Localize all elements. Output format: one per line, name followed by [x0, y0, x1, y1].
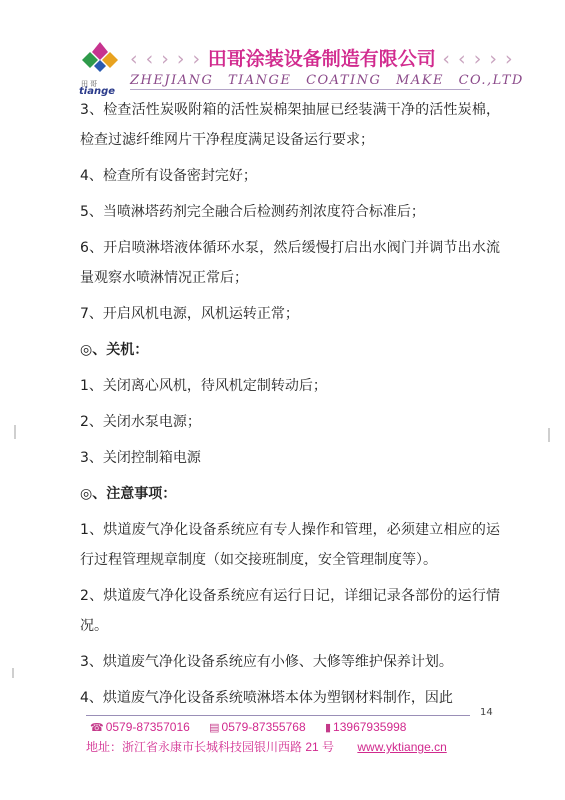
paragraph-stop-control-box: 3、关闭控制箱电源: [80, 450, 201, 466]
paragraph-start-fan: 7、开启风机电源，风机运转正常；: [80, 306, 299, 322]
paragraph-note-4: 4、烘道废气净化设备系统喷淋塔本体为塑钢材料制作，因此: [80, 690, 453, 706]
page-number: 14: [480, 707, 493, 718]
footer-phone-3: ▮ 13967935998: [324, 720, 407, 734]
scan-mark: [14, 425, 16, 439]
logo-english-text: tiange: [79, 86, 116, 97]
footer-address: 地址：浙江省永康市长城科技园银川西路 21 号: [86, 740, 335, 754]
telephone-icon: ☎: [90, 722, 104, 734]
footer-address-line: [86, 738, 447, 755]
decorative-arrows-right: ‹ ‹ › › ›: [442, 48, 514, 70]
paragraph-check-reagent: 5、当喷淋塔药剂完全融合后检测药剂浓度符合标准后；: [80, 204, 425, 220]
section-heading-shutdown: ◎、关机：: [80, 342, 149, 358]
paragraph-stop-fan: 1、关闭离心风机，待风机定制转动后；: [80, 378, 327, 394]
footer-phone-1: ☎ 0579-87357016: [90, 720, 190, 734]
fax-icon: ▤: [209, 722, 220, 734]
scan-mark: [12, 668, 14, 678]
company-name-text: 田哥涂装设备制造有限公司: [207, 48, 436, 70]
paragraph-start-pump: 6、开启喷淋塔液体循环水泵，然后缓慢打启出水阀门并调节出水流量观察水喷淋情况正常后；: [80, 240, 500, 286]
company-name-english: ZHEJIANG TIANGE COATING MAKE CO.,LTD: [130, 73, 524, 88]
section-heading-notes: ◎、注意事项：: [80, 486, 177, 502]
footer-phone-2: ▤ 0579-87355768: [209, 720, 306, 734]
paragraph-stop-pump: 2、关闭水泵电源；: [80, 414, 201, 430]
body-content: [80, 95, 500, 713]
scan-mark: [548, 428, 550, 442]
company-name-chinese: [130, 44, 514, 71]
logo-chinese-text: 田哥: [81, 80, 99, 88]
footer-divider: [86, 715, 470, 716]
paragraph-check-seal: 4、检查所有设备密封完好；: [80, 168, 257, 184]
footer-website-link[interactable]: www.yktiange.cn: [357, 740, 447, 754]
mobile-phone-icon: ▮: [324, 722, 332, 734]
paragraph-note-2: 2、烘道废气净化设备系统应有运行日记，详细记录各部份的运行情况。: [80, 588, 500, 634]
paragraph-note-1: 1、烘道废气净化设备系统应有专人操作和管理，必须建立相应的运行过程管理规章制度（如交接班制度，安全管理制度等）。: [80, 522, 500, 568]
paragraph-note-3: 3、烘道废气净化设备系统应有小修、大修等维护保养计划。: [80, 654, 453, 670]
header-divider: [130, 89, 470, 90]
decorative-arrows-left: ‹ ‹ › › ›: [130, 48, 202, 70]
footer-contact-line: [90, 720, 422, 734]
paragraph-check-carbon: 3、检查活性炭吸附箱的活性炭棉架抽屉已经装满干净的活性炭棉，检查过滤纤维网片干净程度满足设备运行要求；: [80, 102, 500, 148]
